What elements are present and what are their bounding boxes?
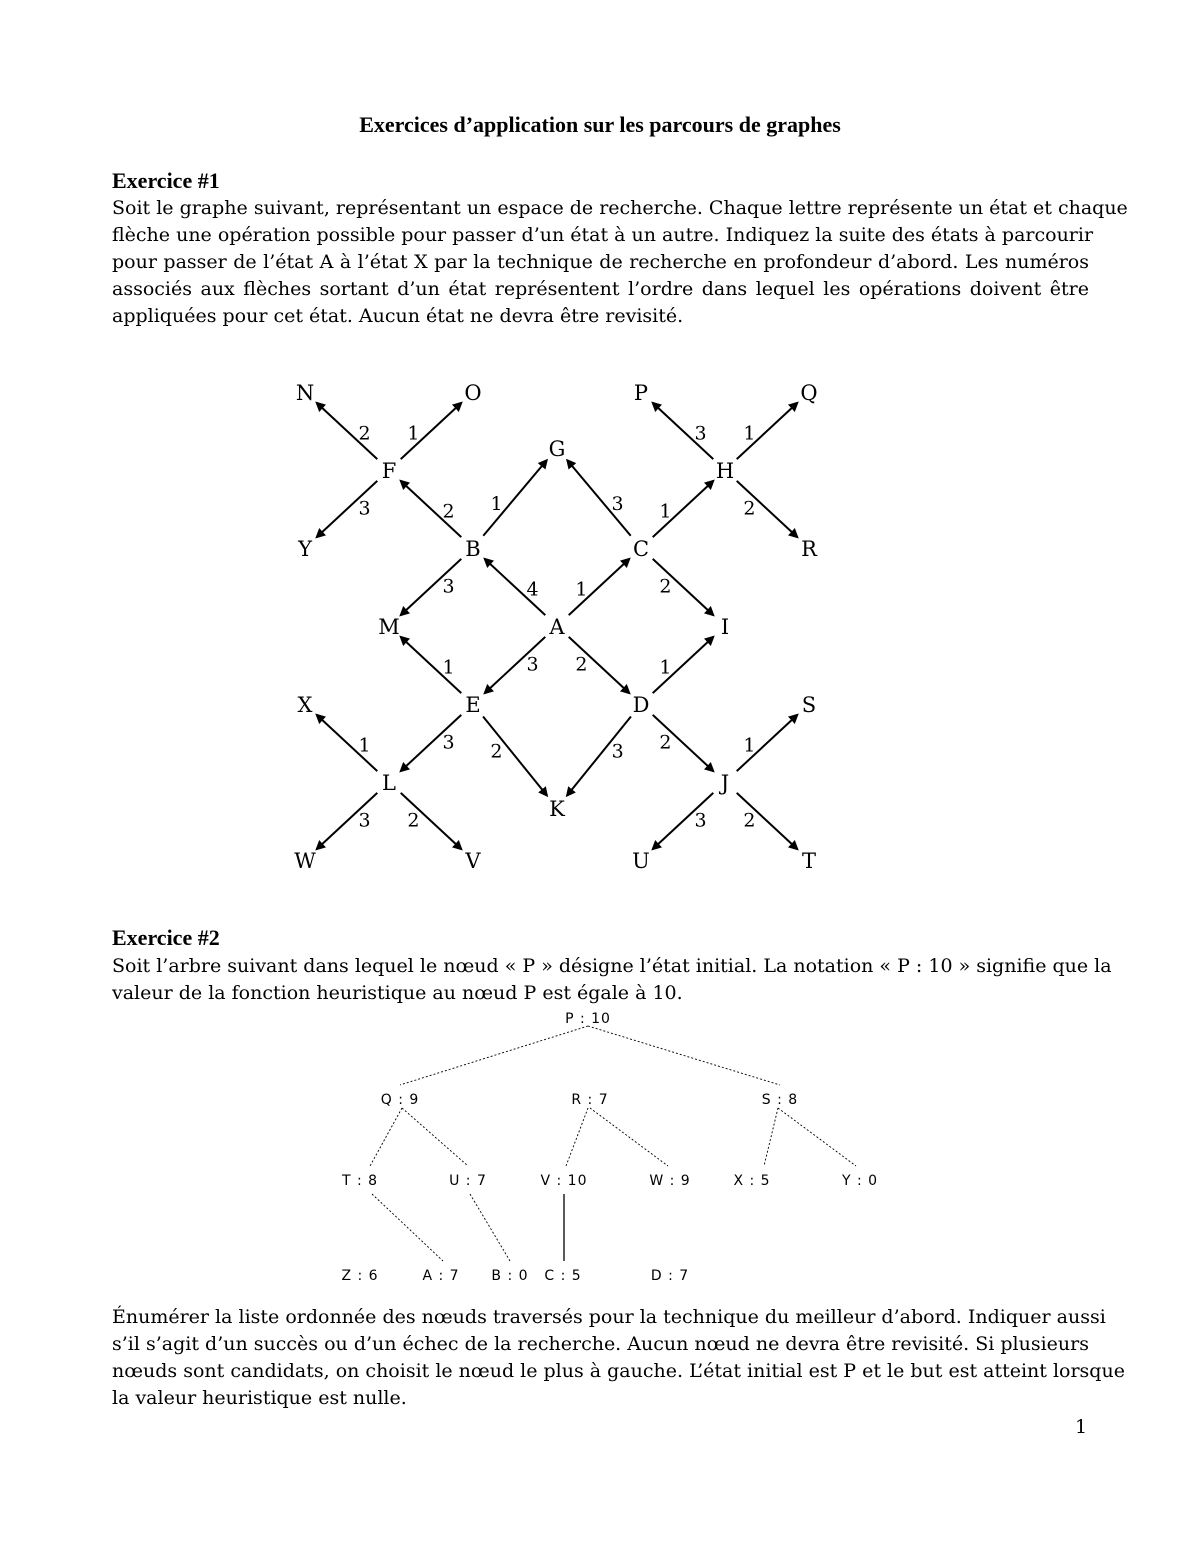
tree-edge-S-X: [764, 1108, 778, 1166]
tree-edge-U-B: [470, 1194, 510, 1261]
graph-edge-label: 2: [743, 809, 756, 832]
tree-node-W: W : 9: [649, 1173, 691, 1189]
graph-edge-label: 1: [358, 734, 371, 757]
graph-edge-label: 2: [575, 653, 588, 676]
tree-node-X: X : 5: [733, 1173, 771, 1189]
graph-edge-label: 1: [490, 492, 503, 515]
graph-node-M: M: [378, 615, 400, 639]
graph-edge-label: 1: [743, 422, 756, 445]
graph-edge-label: 1: [575, 578, 588, 601]
graph-edge-label: 1: [743, 734, 756, 757]
graph-node-U: U: [632, 849, 650, 873]
graph-node-I: I: [720, 615, 730, 639]
graph-node-B: B: [465, 537, 481, 561]
graph-node-L: L: [382, 771, 396, 795]
graph-node-F: F: [381, 459, 397, 483]
graph-edge-label: 3: [611, 740, 624, 763]
graph-edge-label: 3: [694, 422, 707, 445]
graph-edge-label: 3: [358, 497, 371, 520]
tree-node-P: P : 10: [565, 1011, 611, 1027]
tree-node-C: C : 5: [544, 1268, 582, 1284]
graph-edge-label: 2: [659, 731, 672, 754]
graph-node-R: R: [801, 537, 817, 561]
graph-edge-label: 3: [694, 809, 707, 832]
graph-node-K: K: [549, 797, 565, 821]
tree-node-A: A : 7: [422, 1268, 460, 1284]
tree-node-D: D : 7: [650, 1268, 690, 1284]
graph-edge-label: 2: [358, 422, 371, 445]
graph-edge-label: 3: [611, 492, 624, 515]
graph-node-Q: Q: [800, 381, 818, 405]
graph-edge-label: 2: [442, 500, 455, 523]
exercise-1-line: associés aux flèches sortant d’un état représentent l’ordre dans lequel les opérations doivent être: [112, 278, 1089, 300]
page-title: Exercices d’application sur les parcours de graphes: [359, 112, 841, 137]
graph-edge-label: 1: [442, 656, 455, 679]
exercise-2-question-line: nœuds sont candidats, on choisit le nœud le plus à gauche. L’état initial est P et le but est atteint lorsque: [112, 1360, 1125, 1382]
tree-edge-Q-T: [370, 1108, 402, 1166]
graph-node-S: S: [801, 693, 817, 717]
tree-edge-R-V: [566, 1108, 588, 1166]
graph-edge-label: 3: [358, 809, 371, 832]
tree-edge-T-A: [372, 1194, 443, 1261]
exercise-1-heading: Exercice #1: [112, 168, 220, 193]
tree-node-V: V : 10: [540, 1173, 588, 1189]
graph-edge-label: 2: [743, 497, 756, 520]
exercise-1-line: pour passer de l’état A à l’état X par la technique de recherche en profondeur d’abord. Les numéros: [112, 251, 1089, 273]
tree-edge-S-Y: [778, 1108, 856, 1166]
exercise-1-line: appliquées pour cet état. Aucun état ne devra être revisité.: [112, 305, 684, 327]
graph-node-C: C: [632, 537, 650, 561]
graph-node-J: J: [720, 771, 730, 795]
tree-node-S: S : 8: [761, 1092, 799, 1108]
graph-node-H: H: [715, 459, 735, 483]
exercise-2-question-line: Énumérer la liste ordonnée des nœuds traversés pour la technique du meilleur d’abord. Indiquer aussi: [112, 1306, 1106, 1328]
graph-node-T: T: [801, 849, 817, 873]
tree-edge-Q-U: [402, 1108, 468, 1166]
graph-node-P: P: [633, 381, 649, 405]
graph-edge-label: 2: [407, 809, 420, 832]
graph-node-Y: Y: [298, 537, 312, 561]
exercise-2-heading: Exercice #2: [112, 925, 220, 950]
graph-edge-label: 3: [442, 731, 455, 754]
exercise-1-line: flèche une opération possible pour passer d’un état à un autre. Indiquez la suite des états à parcourir: [112, 224, 1094, 246]
exercise-2-question: [112, 1304, 1125, 1412]
graph-edge-label: 1: [659, 500, 672, 523]
exercise-2-intro-line: valeur de la fonction heuristique au nœud P est égale à 10.: [112, 982, 683, 1004]
tree-node-Q: Q : 9: [380, 1092, 420, 1108]
exercise-2-intro-line: Soit l’arbre suivant dans lequel le nœud « P » désigne l’état initial. La notation « P : 10 » signifie que la: [112, 955, 1112, 977]
graph-edge-label: 1: [659, 656, 672, 679]
page-number: 1: [1075, 1416, 1088, 1438]
graph-edge-label: 2: [659, 575, 672, 598]
tree-edge-P-S: [588, 1026, 780, 1085]
graph-node-A: A: [549, 615, 565, 639]
tree-node-R: R : 7: [571, 1092, 609, 1108]
exercise-2-question-line: s’il s’agit d’un succès ou d’un échec de la recherche. Aucun nœud ne devra être revisité. Si plusieurs: [112, 1333, 1089, 1355]
graph-node-G: G: [548, 437, 566, 461]
graph-node-E: E: [465, 693, 481, 717]
graph-node-W: W: [294, 849, 316, 873]
graph-edge-label: 1: [407, 422, 420, 445]
graph-node-V: V: [465, 849, 481, 873]
tree-node-U: U : 7: [449, 1173, 487, 1189]
tree-node-T: T : 8: [341, 1173, 379, 1189]
graph-node-X: X: [297, 693, 313, 717]
graph-node-D: D: [632, 693, 650, 717]
tree-node-B: B : 0: [491, 1268, 529, 1284]
graph-edge-label: 3: [526, 653, 539, 676]
graph-node-O: O: [464, 381, 482, 405]
exercise-2-question-line: la valeur heuristique est nulle.: [112, 1387, 407, 1409]
tree-edge-R-W: [590, 1108, 668, 1166]
graph-edge-label: 4: [526, 578, 539, 601]
exercise-1-line: Soit le graphe suivant, représentant un espace de recherche. Chaque lettre représente un état et chaque: [112, 197, 1128, 219]
graph-node-N: N: [295, 381, 315, 405]
tree-node-Y: Y : 0: [841, 1173, 879, 1189]
tree-node-Z: Z : 6: [341, 1268, 379, 1284]
graph-edge-label: 2: [490, 740, 503, 763]
graph-edge-label: 3: [442, 575, 455, 598]
tree-edge-P-Q: [400, 1026, 588, 1085]
